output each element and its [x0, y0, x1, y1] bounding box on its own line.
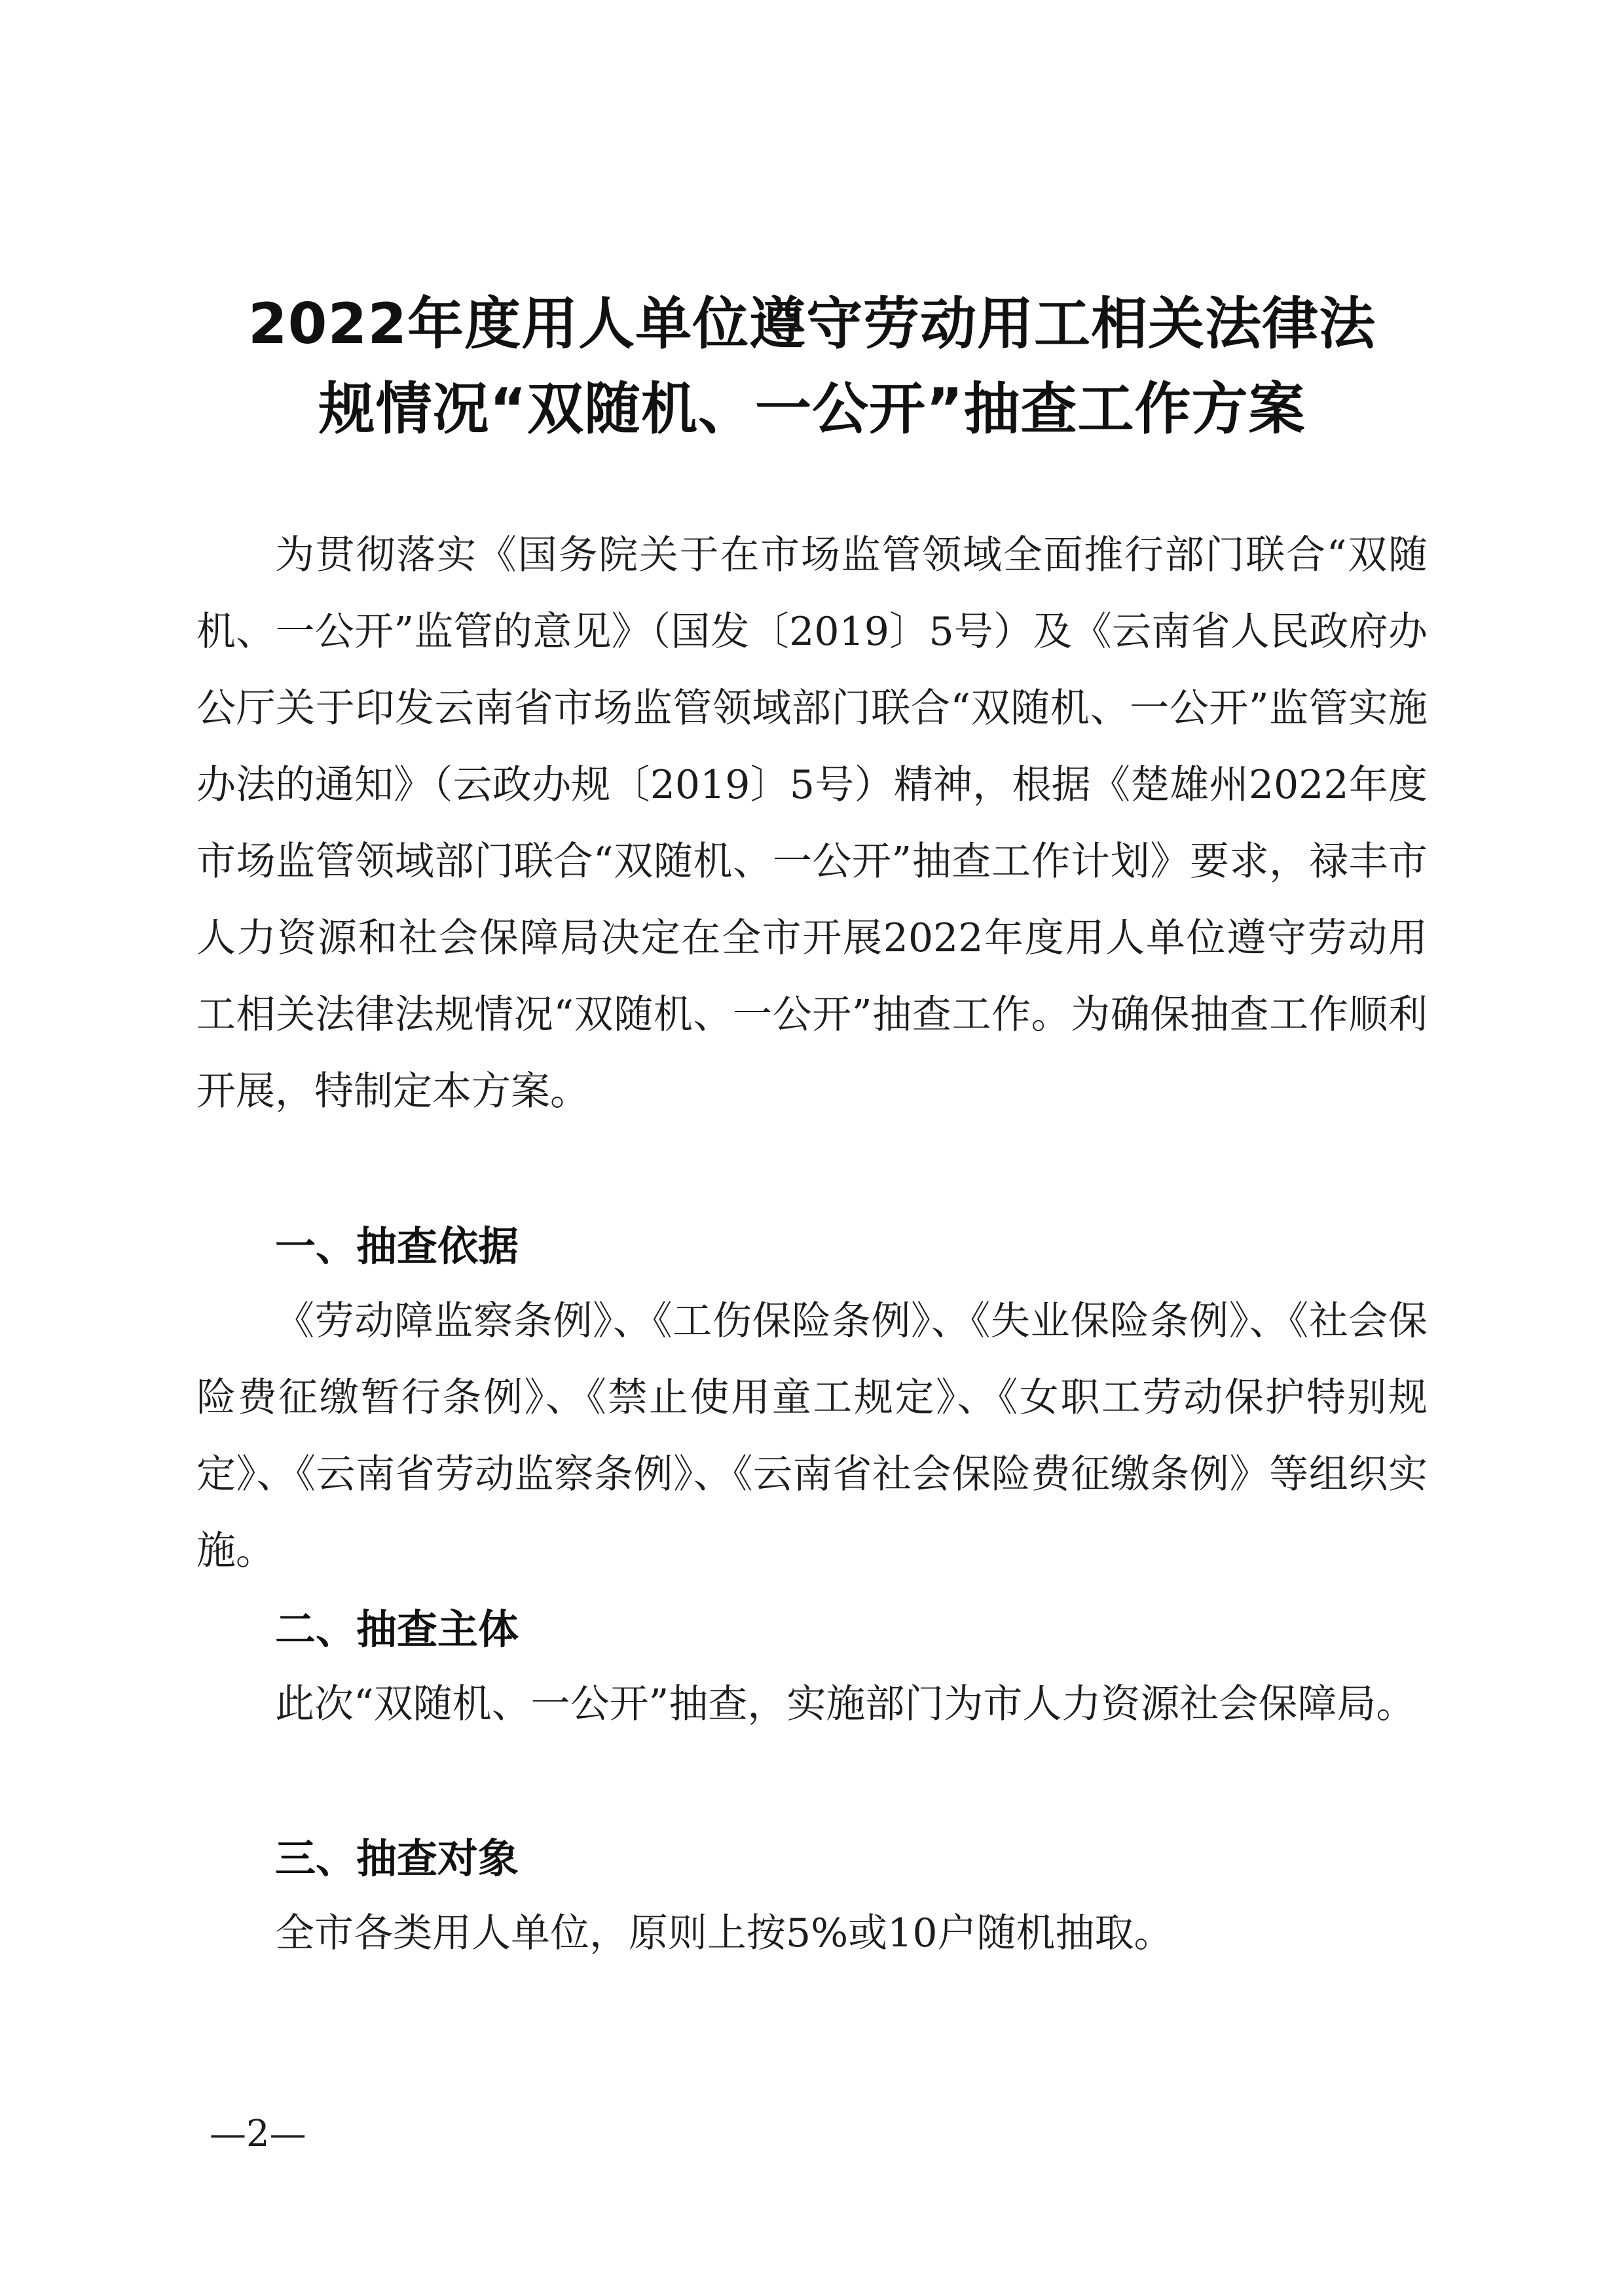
section-heading-subject: 二、抽查主体 [275, 1605, 519, 1653]
section-heading-target: 三、抽查对象 [275, 1834, 519, 1882]
page-number: —2— [210, 2113, 306, 2155]
section-body-subject: 此次“双随机、一公开”抽查，实施部门为市人力资源社会保障局。 [275, 1681, 1416, 1727]
document-title-line-1: 2022年度用人单位遵守劳动用工相关法律法 [248, 291, 1376, 357]
section-body-target: 全市各类用人单位，原则上按5%或10户随机抽取。 [275, 1910, 1173, 1956]
section-body-basis: 《劳动障监察条例》、《工伤保险条例》、《失业保险条例》、《社会保险费征缴暂行条例》、《禁止使用童工规定》、《女职工劳动保护特别规定》、《云南省劳动监察条例》、《云南省社会保险费征缴条例》等组织实施。 [196, 1298, 1428, 1574]
document-title-line-2: 规情况“双随机、一公开”抽查工作方案 [318, 376, 1306, 442]
intro-paragraph: 为贯彻落实《国务院关于在市场监管领域全面推行部门联合“双随机、一公开”监管的意见》（国发〔2019〕5号）及《云南省人民政府办公厅关于印发云南省市场监管领域部门联合“双随机、一公开”监管实施办法的通知》（云政办规〔2019〕5号）精神，根据《楚雄州2022年度市场监管领域部门联合“双随机、一公开”抽查工作计划》要求，禄丰市人力资源和社会保障局决定在全市开展2022年度用人单位遵守劳动用工相关法律法规情况“双随机、一公开”抽查工作。为确保抽查工作顺利开展，特制定本方案。 [196, 532, 1428, 1114]
section-heading-basis: 一、抽查依据 [275, 1222, 519, 1270]
